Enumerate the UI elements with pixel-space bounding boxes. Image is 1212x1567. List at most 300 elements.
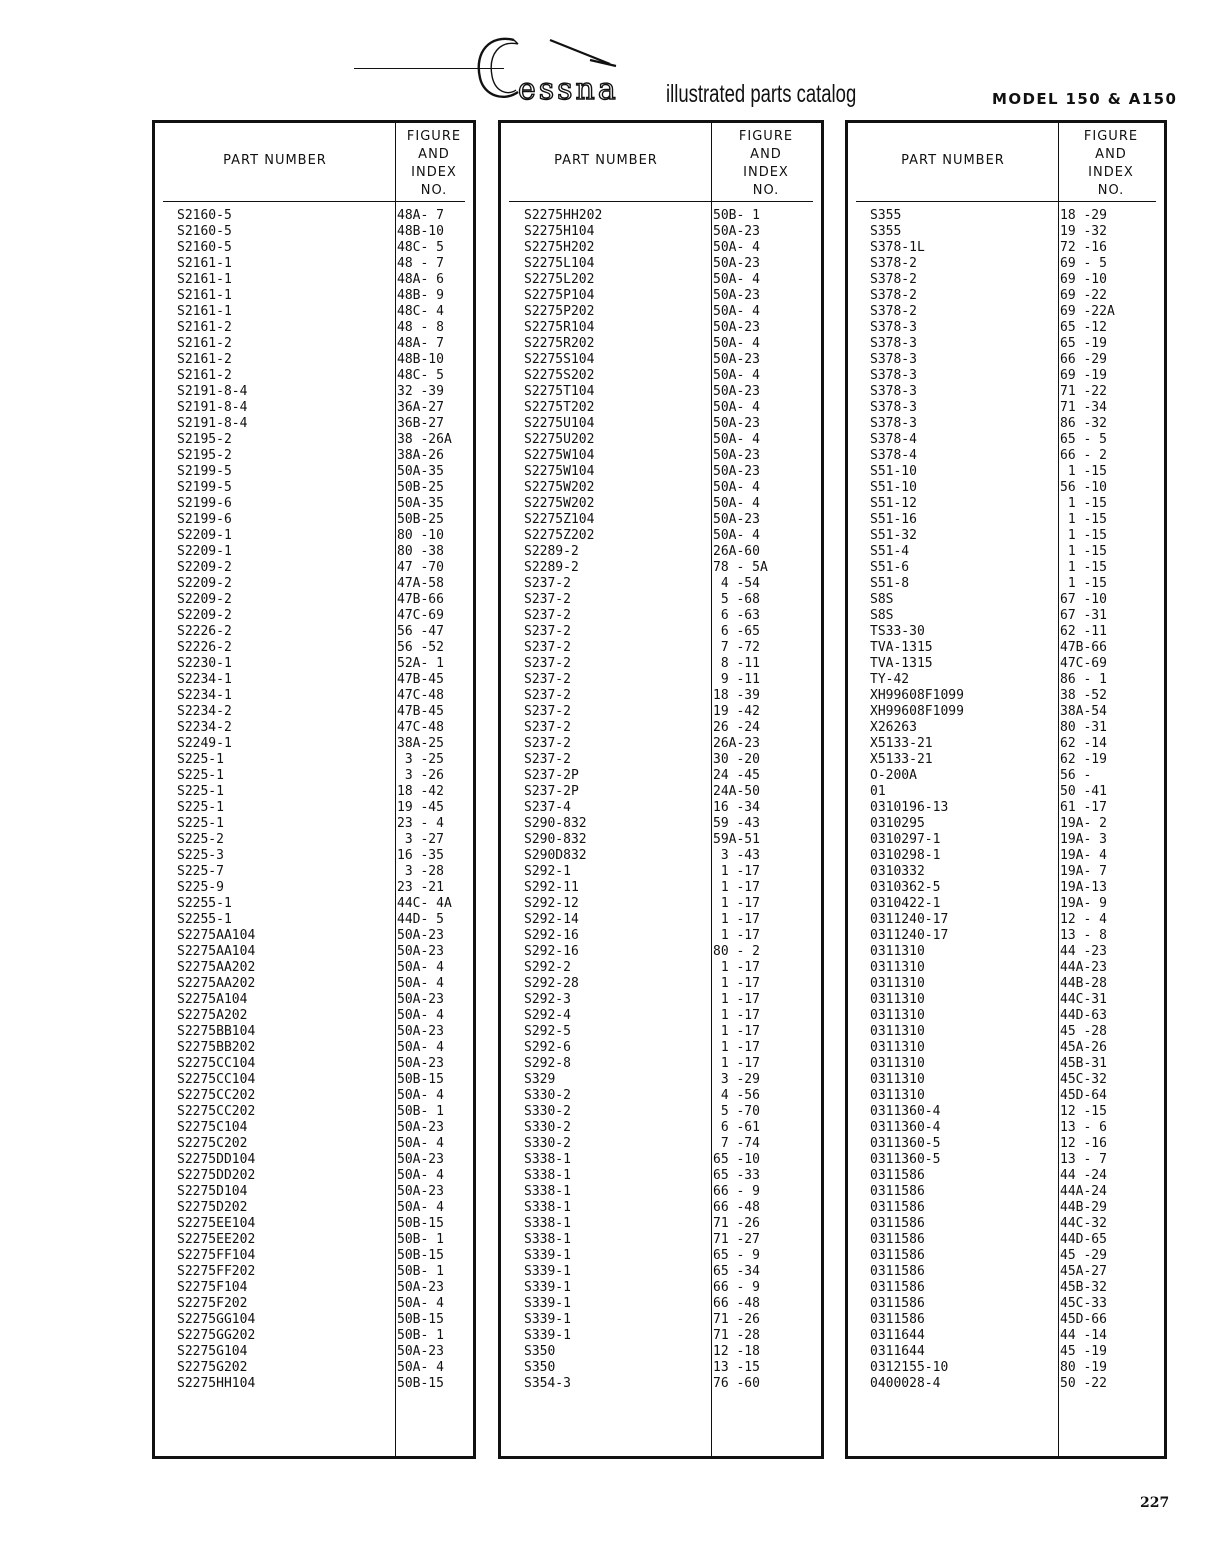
table-row	[848, 704, 1164, 720]
figure-index-cell: 38 -52	[1060, 688, 1107, 703]
figure-index-cell: 50A- 4	[713, 336, 760, 351]
part-number-cell: S2161-1	[177, 272, 232, 287]
table-row	[155, 576, 473, 592]
figure-index-cell: 26A-23	[713, 736, 760, 751]
part-number-cell: S2234-1	[177, 688, 232, 703]
part-number-cell: S350	[524, 1344, 556, 1359]
figure-header-line: INDEX	[1088, 165, 1134, 180]
part-number-cell: 0311586	[870, 1216, 925, 1231]
table-row	[848, 800, 1164, 816]
figure-index-cell: 44 -23	[1060, 944, 1107, 959]
figure-index-header	[395, 128, 473, 200]
figure-index-cell: 7 -74	[713, 1136, 760, 1151]
figure-index-cell: 69 -19	[1060, 368, 1107, 383]
table-row	[501, 672, 821, 688]
part-number-cell: 0311310	[870, 1008, 925, 1023]
figure-index-cell: 48A- 7	[397, 208, 444, 223]
table-row	[848, 1248, 1164, 1264]
table-row	[848, 592, 1164, 608]
figure-index-cell: 3 -26	[397, 768, 444, 783]
figure-index-cell: 50B- 1	[397, 1232, 444, 1247]
part-number-cell: S2195-2	[177, 448, 232, 463]
figure-index-cell: 62 -14	[1060, 736, 1107, 751]
part-number-cell: S2289-2	[524, 544, 579, 559]
figure-index-cell: 59 -43	[713, 816, 760, 831]
table-row	[501, 544, 821, 560]
table-row	[155, 400, 473, 416]
figure-index-cell: 45B-32	[1060, 1280, 1107, 1295]
part-number-cell: S2161-2	[177, 320, 232, 335]
table-row	[848, 400, 1164, 416]
table-row	[155, 384, 473, 400]
part-number-cell: S2160-5	[177, 224, 232, 239]
table-row	[848, 1280, 1164, 1296]
part-number-cell: S2160-5	[177, 208, 232, 223]
figure-index-cell: 50A-23	[713, 384, 760, 399]
figure-index-cell: 71 -26	[713, 1216, 760, 1231]
part-number-cell: S225-9	[177, 880, 224, 895]
figure-index-cell: 45C-33	[1060, 1296, 1107, 1311]
table-row	[155, 1264, 473, 1280]
figure-index-cell: 38A-54	[1060, 704, 1107, 719]
table-row	[501, 1360, 821, 1376]
table-row	[155, 880, 473, 896]
figure-index-cell: 65 -12	[1060, 320, 1107, 335]
part-number-cell: S2275DD104	[177, 1152, 256, 1167]
figure-index-cell: 59A-51	[713, 832, 760, 847]
table-row	[501, 1248, 821, 1264]
part-number-cell: S292-6	[524, 1040, 571, 1055]
figure-index-cell: 12 -15	[1060, 1104, 1107, 1119]
table-row	[848, 1328, 1164, 1344]
part-number-cell: S2199-5	[177, 464, 232, 479]
figure-index-cell: 56 -	[1060, 768, 1092, 783]
table-row	[155, 512, 473, 528]
part-number-cell: 01	[870, 784, 886, 799]
figure-index-cell: 50A-23	[397, 1152, 444, 1167]
figure-index-cell: 80 -10	[397, 528, 444, 543]
figure-index-cell: 1 -17	[713, 976, 760, 991]
part-number-cell: S378-3	[870, 336, 917, 351]
table-row	[501, 272, 821, 288]
figure-header-line: INDEX	[411, 165, 457, 180]
figure-index-cell: 44D-63	[1060, 1008, 1107, 1023]
table-row	[848, 352, 1164, 368]
table-row	[848, 496, 1164, 512]
part-number-cell: S2275R104	[524, 320, 595, 335]
table-row	[155, 736, 473, 752]
figure-index-cell: 47B-66	[397, 592, 444, 607]
table-row	[501, 400, 821, 416]
figure-index-cell: 45 -29	[1060, 1248, 1107, 1263]
table-row	[848, 784, 1164, 800]
figure-index-cell: 32 -39	[397, 384, 444, 399]
part-number-cell: X5133-21	[870, 736, 933, 751]
table-row	[155, 800, 473, 816]
figure-index-cell: 19 -32	[1060, 224, 1107, 239]
table-row	[848, 1216, 1164, 1232]
part-number-cell: S338-1	[524, 1152, 571, 1167]
figure-index-cell: 19A- 4	[1060, 848, 1107, 863]
figure-index-cell: 44B-28	[1060, 976, 1107, 991]
header-divider	[163, 201, 465, 202]
table-row	[501, 208, 821, 224]
figure-index-cell: 50A- 4	[397, 960, 444, 975]
figure-index-cell: 18 -39	[713, 688, 760, 703]
figure-index-cell: 12 -18	[713, 1344, 760, 1359]
table-row	[155, 1248, 473, 1264]
table-row	[155, 1136, 473, 1152]
part-number-cell: 0312155-10	[870, 1360, 949, 1375]
part-number-cell: 0311310	[870, 992, 925, 1007]
part-number-cell: X26263	[870, 720, 917, 735]
figure-index-cell: 1 -15	[1060, 544, 1107, 559]
table-row	[501, 320, 821, 336]
figure-index-cell: 50B-15	[397, 1248, 444, 1263]
figure-index-cell: 78 - 5A	[713, 560, 768, 575]
figure-index-cell: 71 -34	[1060, 400, 1107, 415]
part-number-cell: S2275L202	[524, 272, 595, 287]
part-number-cell: S292-5	[524, 1024, 571, 1039]
table-row	[501, 336, 821, 352]
figure-index-cell: 3 -29	[713, 1072, 760, 1087]
part-number-cell: 0311360-5	[870, 1136, 941, 1151]
table-row	[848, 528, 1164, 544]
part-number-cell: S378-2	[870, 304, 917, 319]
figure-index-cell: 1 -17	[713, 864, 760, 879]
figure-index-cell: 66 -29	[1060, 352, 1107, 367]
table-row	[848, 1200, 1164, 1216]
figure-header-line: FIGURE	[1083, 129, 1139, 144]
part-number-cell: S2275H104	[524, 224, 595, 239]
figure-index-cell: 19A- 9	[1060, 896, 1107, 911]
part-number-cell: S329	[524, 1072, 556, 1087]
part-number-cell: S2255-1	[177, 896, 232, 911]
figure-index-cell: 71 -28	[713, 1328, 760, 1343]
table-row	[848, 1056, 1164, 1072]
part-number-cell: S2209-1	[177, 528, 232, 543]
figure-index-cell: 45 -28	[1060, 1024, 1107, 1039]
part-number-cell: S2275C202	[177, 1136, 248, 1151]
part-number-cell: S2161-1	[177, 288, 232, 303]
figure-index-cell: 19A- 3	[1060, 832, 1107, 847]
part-number-cell: S338-1	[524, 1232, 571, 1247]
table-row	[155, 912, 473, 928]
part-number-cell: S237-2	[524, 608, 571, 623]
part-number-cell: S2255-1	[177, 912, 232, 927]
part-number-cell: S2275T202	[524, 400, 595, 415]
figure-index-cell: 1 -15	[1060, 576, 1107, 591]
table-row	[501, 608, 821, 624]
figure-index-cell: 38 -26A	[397, 432, 452, 447]
figure-index-cell: 3 -27	[397, 832, 444, 847]
figure-index-cell: 13 -15	[713, 1360, 760, 1375]
table-row	[501, 1104, 821, 1120]
table-row	[848, 208, 1164, 224]
table-row	[501, 368, 821, 384]
part-number-cell: 0310332	[870, 864, 925, 879]
figure-index-cell: 1 -15	[1060, 512, 1107, 527]
part-number-cell: S2275BB202	[177, 1040, 256, 1055]
part-number-cell: 0311586	[870, 1168, 925, 1183]
figure-index-cell: 6 -63	[713, 608, 760, 623]
table-row	[848, 1136, 1164, 1152]
part-number-cell: S2209-1	[177, 544, 232, 559]
figure-index-cell: 1 -17	[713, 1040, 760, 1055]
table-row	[848, 1264, 1164, 1280]
table-row	[848, 1344, 1164, 1360]
figure-index-cell: 47B-45	[397, 672, 444, 687]
part-number-cell: S2275CC202	[177, 1088, 256, 1103]
table-row	[501, 1088, 821, 1104]
figure-index-cell: 4 -56	[713, 1088, 760, 1103]
figure-index-cell: 45 -19	[1060, 1344, 1107, 1359]
table-row	[501, 832, 821, 848]
part-number-cell: S237-4	[524, 800, 571, 815]
figure-index-cell: 80 - 2	[713, 944, 760, 959]
part-number-cell: S2275G104	[177, 1344, 248, 1359]
table-row	[848, 240, 1164, 256]
figure-header-line: NO.	[1097, 183, 1125, 198]
part-number-cell: S2275P104	[524, 288, 595, 303]
figure-index-cell: 50B-25	[397, 512, 444, 527]
figure-index-cell: 44C- 4A	[397, 896, 452, 911]
figure-index-cell: 47C-48	[397, 688, 444, 703]
table-row	[848, 848, 1164, 864]
figure-index-cell: 24 -45	[713, 768, 760, 783]
table-row	[155, 1040, 473, 1056]
table-row	[501, 688, 821, 704]
figure-index-cell: 67 -10	[1060, 592, 1107, 607]
figure-index-cell: 44D- 5	[397, 912, 444, 927]
table-row	[848, 944, 1164, 960]
figure-index-cell: 69 - 5	[1060, 256, 1107, 271]
part-number-cell: S290-832	[524, 832, 587, 847]
table-row	[155, 352, 473, 368]
figure-index-cell: 50A-35	[397, 464, 444, 479]
part-number-cell: S378-2	[870, 272, 917, 287]
table-row	[501, 1184, 821, 1200]
figure-index-cell: 47C-69	[397, 608, 444, 623]
table-row	[155, 1376, 473, 1392]
part-number-cell: S292-12	[524, 896, 579, 911]
part-number-cell: S2275W104	[524, 464, 595, 479]
part-number-header: PART NUMBER	[901, 153, 1005, 168]
table-row	[848, 224, 1164, 240]
figure-index-cell: 56 -10	[1060, 480, 1107, 495]
figure-index-cell: 48C- 5	[397, 240, 444, 255]
part-number-cell: S339-1	[524, 1328, 571, 1343]
part-number-cell: 0311310	[870, 976, 925, 991]
figure-index-cell: 50 -22	[1060, 1376, 1107, 1391]
table-row	[501, 512, 821, 528]
figure-index-cell: 50A- 4	[713, 272, 760, 287]
figure-index-cell: 69 -22	[1060, 288, 1107, 303]
table-row	[501, 896, 821, 912]
figure-index-cell: 50A- 4	[397, 1136, 444, 1151]
part-number-cell: S237-2P	[524, 784, 579, 799]
part-number-cell: S51-12	[870, 496, 917, 511]
part-number-cell: S225-1	[177, 752, 224, 767]
figure-index-cell: 86 - 1	[1060, 672, 1107, 687]
figure-index-cell: 50A-23	[397, 944, 444, 959]
part-number-cell: 0311586	[870, 1200, 925, 1215]
figure-index-cell: 19 -45	[397, 800, 444, 815]
table-row	[501, 928, 821, 944]
table-row	[848, 320, 1164, 336]
part-number-cell: 0311310	[870, 1088, 925, 1103]
figure-index-cell: 50B- 1	[713, 208, 760, 223]
header-divider	[856, 201, 1156, 202]
figure-index-cell: 48 - 8	[397, 320, 444, 335]
part-number-cell: 0310362-5	[870, 880, 941, 895]
figure-index-cell: 50B-25	[397, 480, 444, 495]
part-number-cell: S237-2	[524, 704, 571, 719]
table-row	[155, 720, 473, 736]
model-title: MODEL 150 & A150	[992, 90, 1178, 108]
part-number-cell: S2275CC104	[177, 1056, 256, 1071]
table-row	[155, 768, 473, 784]
table-row	[155, 688, 473, 704]
part-number-cell: S237-2	[524, 656, 571, 671]
figure-index-cell: 50A- 4	[713, 400, 760, 415]
part-number-cell: S339-1	[524, 1280, 571, 1295]
part-number-cell: 0311360-5	[870, 1152, 941, 1167]
table-row	[501, 448, 821, 464]
part-number-cell: S378-3	[870, 320, 917, 335]
part-number-cell: S2191-8-4	[177, 400, 248, 415]
figure-index-cell: 6 -65	[713, 624, 760, 639]
figure-index-cell: 1 -15	[1060, 560, 1107, 575]
table-row	[848, 624, 1164, 640]
figure-index-cell: 45D-66	[1060, 1312, 1107, 1327]
table-row	[155, 1088, 473, 1104]
figure-index-cell: 1 -17	[713, 1008, 760, 1023]
part-number-cell: S2209-2	[177, 608, 232, 623]
figure-index-cell: 50A-23	[397, 992, 444, 1007]
part-number-cell: S378-4	[870, 432, 917, 447]
part-number-cell: S378-3	[870, 352, 917, 367]
table-row	[848, 992, 1164, 1008]
part-number-cell: S355	[870, 208, 902, 223]
table-row	[501, 784, 821, 800]
figure-index-cell: 50A- 4	[713, 528, 760, 543]
figure-index-cell: 65 -10	[713, 1152, 760, 1167]
table-row	[501, 1008, 821, 1024]
part-number-cell: S2249-1	[177, 736, 232, 751]
table-row	[501, 1264, 821, 1280]
figure-index-cell: 24A-50	[713, 784, 760, 799]
part-number-cell: S2275D104	[177, 1184, 248, 1199]
figure-index-cell: 3 -28	[397, 864, 444, 879]
table-row	[501, 224, 821, 240]
figure-index-cell: 52A- 1	[397, 656, 444, 671]
figure-index-cell: 66 - 2	[1060, 448, 1107, 463]
part-number-cell: S2161-2	[177, 336, 232, 351]
part-number-cell: 0311310	[870, 960, 925, 975]
table-row	[155, 1184, 473, 1200]
part-number-cell: S339-1	[524, 1312, 571, 1327]
table-row	[155, 816, 473, 832]
figure-index-cell: 1 -17	[713, 992, 760, 1007]
figure-index-cell: 62 -11	[1060, 624, 1107, 639]
figure-index-cell: 6 -61	[713, 1120, 760, 1135]
table-row	[501, 640, 821, 656]
figure-index-cell: 71 -27	[713, 1232, 760, 1247]
part-number-cell: S2199-6	[177, 512, 232, 527]
table-row	[155, 464, 473, 480]
table-row	[155, 208, 473, 224]
figure-index-cell: 62 -19	[1060, 752, 1107, 767]
part-number-cell: S51-10	[870, 464, 917, 479]
figure-index-cell: 50B-15	[397, 1216, 444, 1231]
part-number-cell: S378-3	[870, 368, 917, 383]
part-number-cell: TVA-1315	[870, 656, 933, 671]
table-row	[155, 832, 473, 848]
table-row	[501, 1056, 821, 1072]
figure-index-cell: 12 -16	[1060, 1136, 1107, 1151]
part-number-cell: S51-10	[870, 480, 917, 495]
part-number-cell: S237-2	[524, 640, 571, 655]
table-rows	[155, 208, 473, 1392]
header-divider	[509, 201, 813, 202]
table-row	[848, 1072, 1164, 1088]
table-row	[848, 1232, 1164, 1248]
figure-index-cell: 47B-45	[397, 704, 444, 719]
figure-index-cell: 76 -60	[713, 1376, 760, 1391]
table-row	[501, 624, 821, 640]
table-row	[848, 576, 1164, 592]
part-number-cell: S2234-2	[177, 704, 232, 719]
part-number-cell: 0311360-4	[870, 1104, 941, 1119]
figure-index-cell: 7 -72	[713, 640, 760, 655]
table-row	[848, 336, 1164, 352]
part-number-cell: S2275A104	[177, 992, 248, 1007]
part-number-cell: S2275S104	[524, 352, 595, 367]
table-row	[155, 304, 473, 320]
part-number-cell: 0310298-1	[870, 848, 941, 863]
figure-index-cell: 65 -19	[1060, 336, 1107, 351]
table-row	[848, 880, 1164, 896]
part-number-cell: S292-11	[524, 880, 579, 895]
part-number-cell: S2275G202	[177, 1360, 248, 1375]
part-number-cell: S2161-1	[177, 304, 232, 319]
table-row	[155, 592, 473, 608]
figure-header-line: NO.	[420, 183, 448, 198]
part-number-cell: S339-1	[524, 1248, 571, 1263]
table-row	[501, 816, 821, 832]
table-row	[501, 304, 821, 320]
part-number-cell: S225-1	[177, 768, 224, 783]
table-row	[848, 1120, 1164, 1136]
figure-index-cell: 1 -15	[1060, 496, 1107, 511]
figure-index-cell: 1 -17	[713, 960, 760, 975]
table-row	[155, 1200, 473, 1216]
table-row	[848, 928, 1164, 944]
part-number-cell: S237-2	[524, 736, 571, 751]
figure-index-cell: 19 -42	[713, 704, 760, 719]
part-number-cell: S2209-2	[177, 592, 232, 607]
figure-header-line: AND	[750, 147, 782, 162]
figure-index-cell: 50A-23	[713, 320, 760, 335]
part-number-cell: S2275DD202	[177, 1168, 256, 1183]
table-row	[155, 224, 473, 240]
part-number-cell: S2161-2	[177, 368, 232, 383]
part-number-cell: S354-3	[524, 1376, 571, 1391]
table-row	[501, 1120, 821, 1136]
part-number-cell: TVA-1315	[870, 640, 933, 655]
figure-index-cell: 50A- 4	[397, 1200, 444, 1215]
